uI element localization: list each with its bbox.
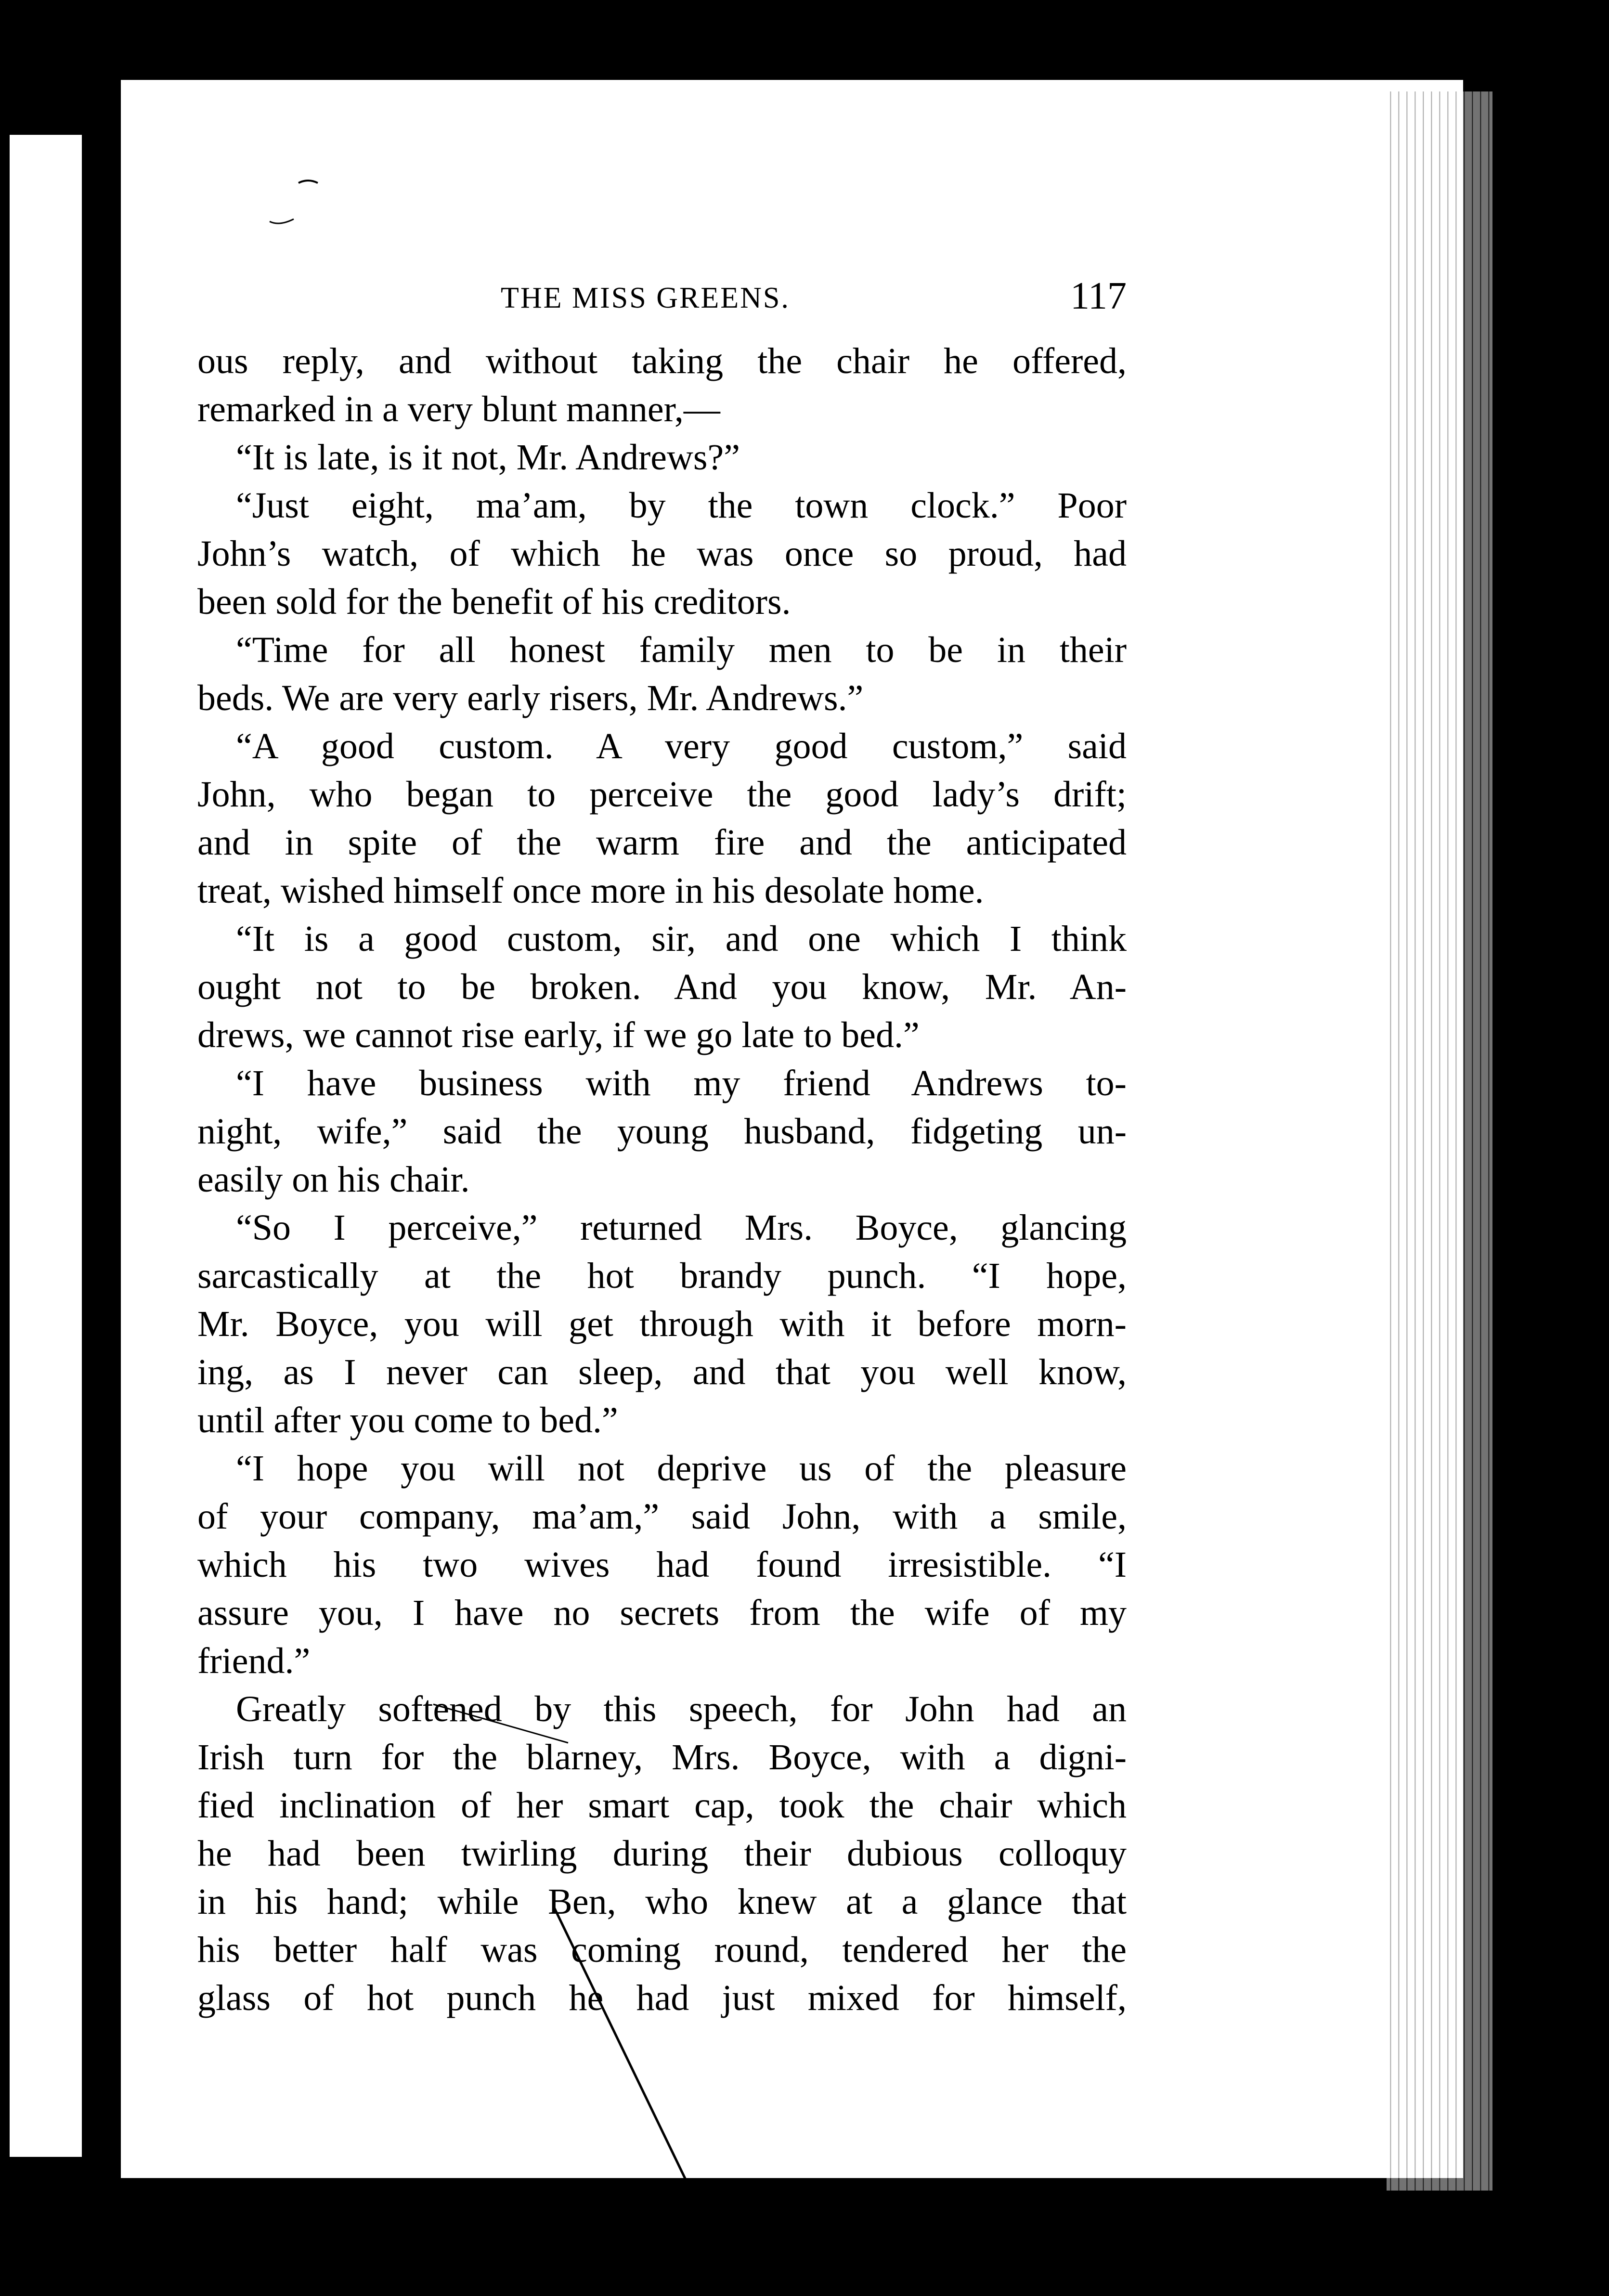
text-line: glass of hot punch he had just mixed for himself, xyxy=(197,1978,1127,2018)
text-line: “So I perceive,” returned Mrs. Boyce, glancing xyxy=(236,1207,1127,1248)
text-line: “I have business with my friend Andrews to- xyxy=(236,1063,1127,1103)
text-line: friend.” xyxy=(197,1641,311,1681)
text-line: in his hand; while Ben, who knew at a glance that xyxy=(197,1881,1127,1922)
text-line: “Just eight, ma’am, by the town clock.” Poor xyxy=(236,485,1127,526)
text-line: drews, we cannot rise early, if we go late to bed.” xyxy=(197,1015,920,1055)
page-edge-texture xyxy=(1387,91,1492,2191)
text-line: ing, as I never can sleep, and that you well know, xyxy=(197,1352,1127,1392)
text-line: assure you, I have no secrets from the wife of my xyxy=(197,1593,1127,1633)
text-line: “It is late, is it not, Mr. Andrews?” xyxy=(236,437,740,478)
text-line: of your company, ma’am,” said John, with a smile, xyxy=(197,1496,1127,1537)
text-line: Irish turn for the blarney, Mrs. Boyce, with a digni- xyxy=(197,1737,1127,1777)
text-line: he had been twirling during their dubious colloquy xyxy=(197,1833,1127,1874)
text-line: John’s watch, of which he was once so proud, had xyxy=(197,533,1127,574)
text-line: fied inclination of her smart cap, took the chair which xyxy=(197,1785,1127,1826)
text-line: been sold for the benefit of his creditors. xyxy=(197,582,791,622)
text-line: remarked in a very blunt manner,— xyxy=(197,389,720,429)
body-text xyxy=(197,337,1127,2022)
text-line: “I hope you will not deprive us of the pleasure xyxy=(236,1448,1127,1489)
text-line: until after you come to bed.” xyxy=(197,1400,618,1440)
text-line: ous reply, and without taking the chair he offered, xyxy=(197,341,1127,381)
text-line: beds. We are very early risers, Mr. Andrews.” xyxy=(197,678,864,718)
text-line: Mr. Boyce, you will get through with it before morn- xyxy=(197,1304,1127,1344)
text-line: his better half was coming round, tendered her the xyxy=(197,1930,1127,1970)
running-head: THE MISS GREENS. xyxy=(501,282,790,314)
text-line: “It is a good custom, sir, and one which I think xyxy=(236,919,1127,959)
text-line: sarcastically at the hot brandy punch. “I hope, xyxy=(197,1256,1127,1296)
text-line: night, wife,” said the young husband, fidgeting un- xyxy=(197,1111,1127,1152)
text-line: “Time for all honest family men to be in their xyxy=(236,630,1127,670)
text-line: which his two wives had found irresistible. “I xyxy=(197,1544,1127,1585)
text-line: ought not to be broken. And you know, Mr. An- xyxy=(197,967,1127,1007)
text-line: John, who began to perceive the good lady’s drift; xyxy=(197,774,1127,815)
text-line: “A good custom. A very good custom,” said xyxy=(236,726,1127,766)
page-number: 117 xyxy=(1070,275,1127,317)
text-line: treat, wished himself once more in his desolate home. xyxy=(197,870,984,911)
page-header xyxy=(202,274,1127,318)
adjacent-page-strip xyxy=(10,135,82,2157)
text-line: easily on his chair. xyxy=(197,1159,470,1200)
text-line: and in spite of the warm fire and the anticipated xyxy=(197,822,1127,863)
text-line: Greatly softened by this speech, for John had an xyxy=(236,1689,1127,1729)
